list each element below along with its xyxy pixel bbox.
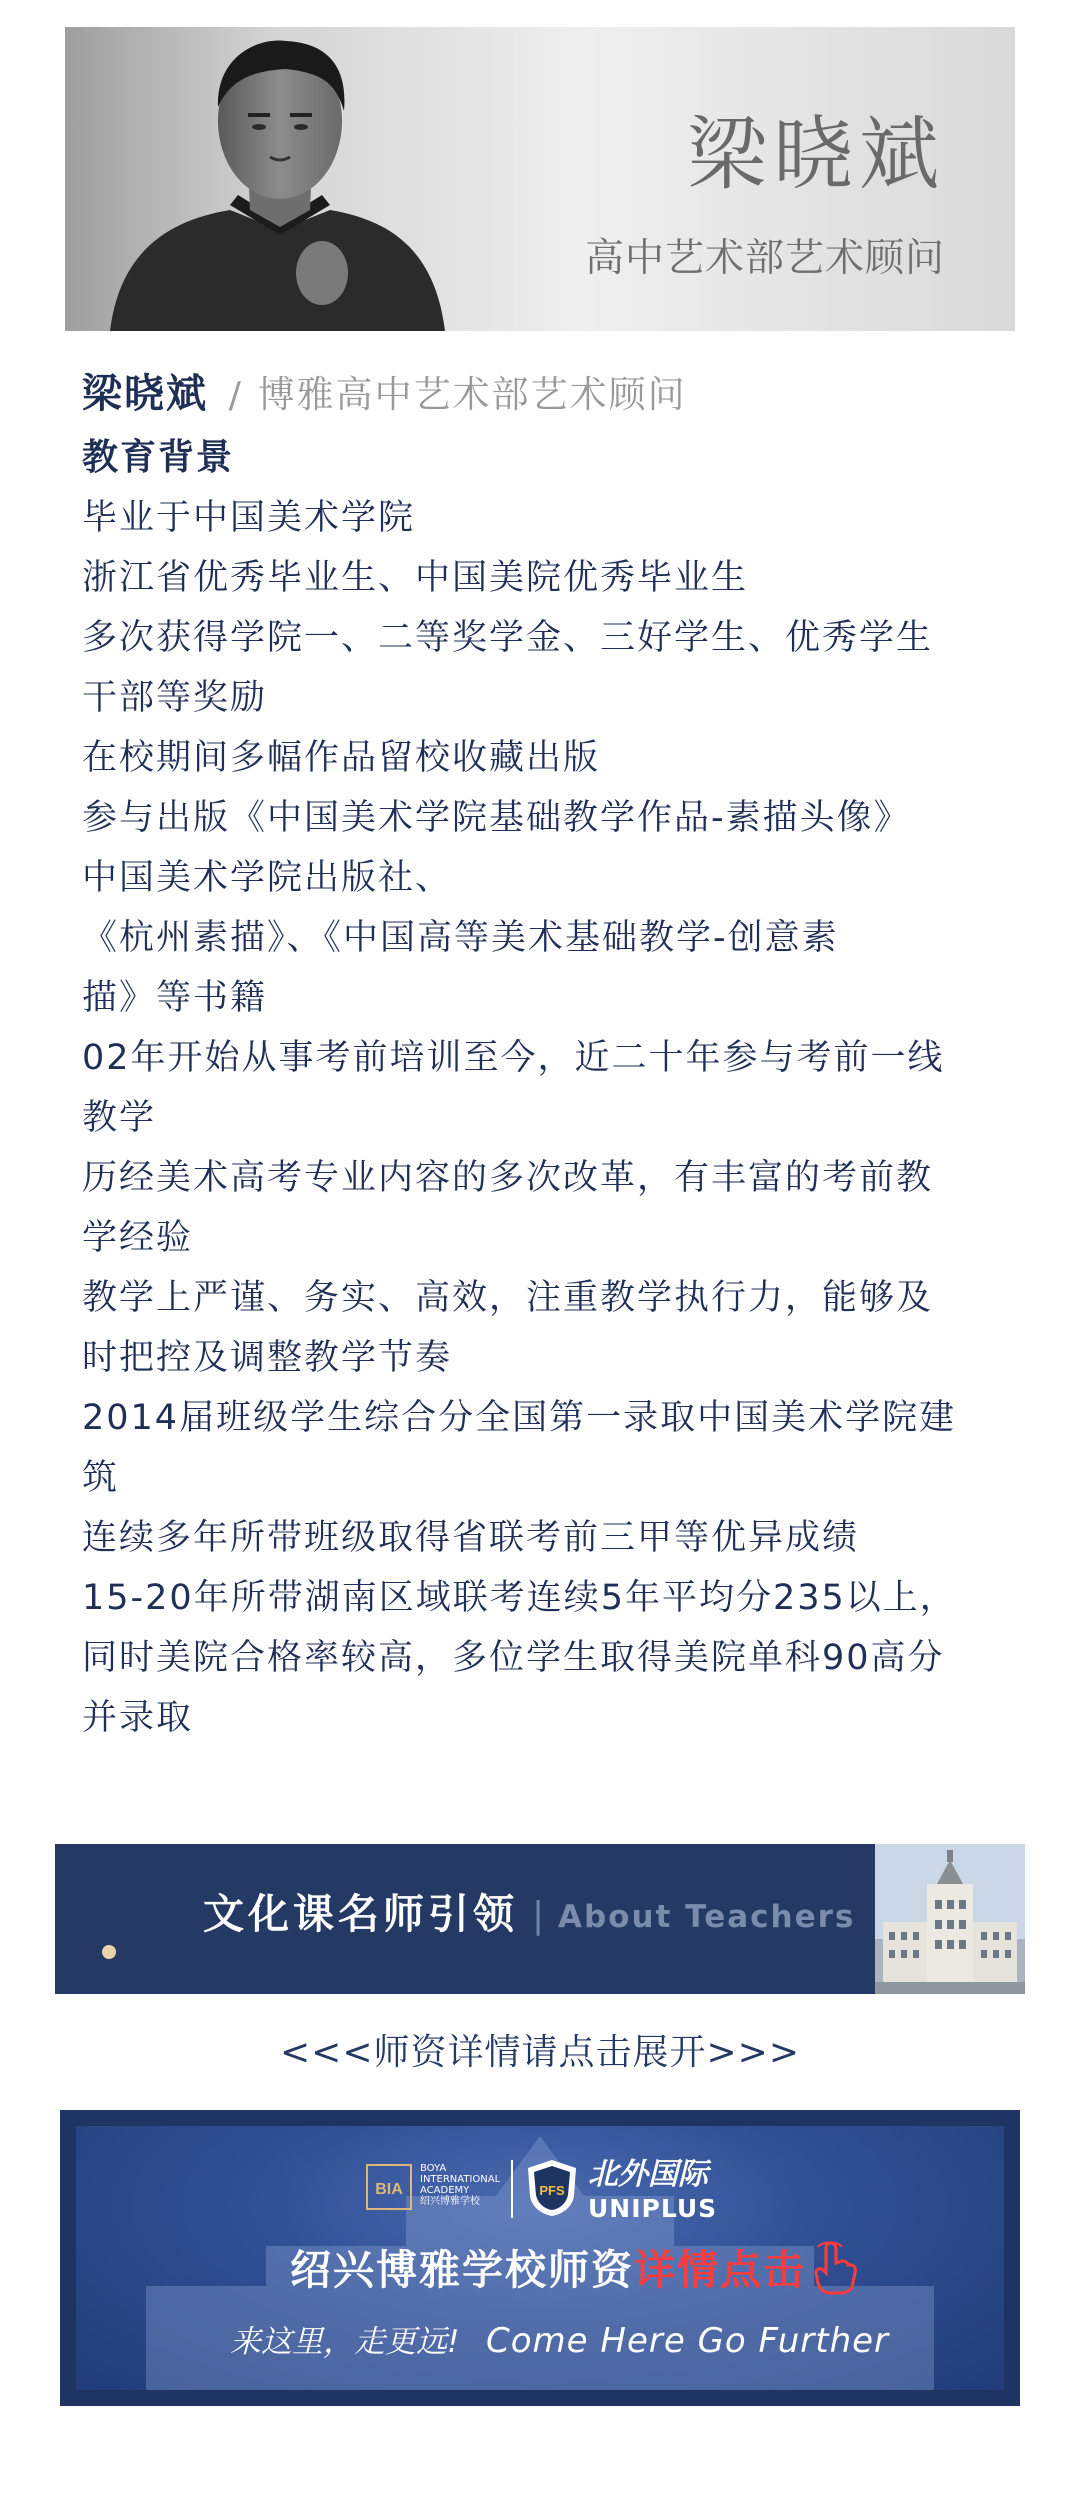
teacher-header-card [65,27,1015,331]
bia-school-text [420,2163,500,2207]
pfs-logo-text: PFS [539,2183,565,2198]
promo-title [290,2246,806,2294]
banner-separator: | [532,1895,545,1936]
bio-teacher-name: 梁晓斌 [82,371,208,417]
uniplus-english-logo: UNIPLUS [588,2194,718,2223]
bio-line: 中国美术学院出版社、 [82,858,453,898]
bio-separator: / [228,375,241,416]
bio-line: 历经美术高考专业内容的多次改革，有丰富的考前教 [82,1158,934,1198]
banner-subtitle: About Teachers [558,1899,856,1935]
bia-logo-text: BIA [375,2181,403,2198]
header-teacher-role: 高中艺术部艺术顾问 [584,236,945,281]
bio-line: 《杭州素描》、《中国高等美术基础教学-创意素 [82,918,839,958]
bio-line: 干部等奖励 [82,678,268,718]
bio-line: 并录取 [82,1698,194,1738]
bia-text-line: BOYA [420,2163,447,2174]
bio-heading-education: 教育背景 [82,437,235,478]
promo-title-main: 绍兴博雅学校师资 [290,2246,634,2294]
promo-inner [76,2126,1004,2390]
pfs-shield-logo-icon [526,2158,578,2218]
bio-line: 时把控及调整教学节奏 [82,1338,453,1378]
bio-line: 描》等书籍 [82,978,268,1018]
teacher-details-promo-banner[interactable] [60,2110,1020,2406]
teacher-portrait [90,35,460,331]
logo-divider [511,2160,513,2218]
bio-teacher-role: 博雅高中艺术部艺术顾问 [257,373,687,416]
section-banner-teachers [55,1844,1025,1994]
bia-text-line: INTERNATIONAL [420,2174,501,2185]
bio-line: 02年开始从事考前培训至今，近二十年参与考前一线 [82,1038,945,1078]
promo-slogan-chinese: 来这里，走更远! [230,2324,460,2360]
bio-line: 毕业于中国美术学院 [82,498,416,538]
bio-line: 学经验 [82,1218,194,1258]
bio-title-row [82,360,1007,428]
expand-teacher-details-link[interactable]: <<<师资详情请点击展开>>> [280,2032,800,2073]
promo-title-highlight: 详情点击 [634,2246,806,2294]
bia-text-line: 绍兴博雅学校 [420,2196,480,2207]
header-teacher-name: 梁晓斌 [687,108,945,201]
banner-dot-decoration [102,1945,116,1959]
bio-line: 参与出版《中国美术学院基础教学作品-素描头像》 [82,798,911,838]
bio-line: 浙江省优秀毕业生、中国美院优秀毕业生 [82,558,749,598]
bia-text-line: ACADEMY [420,2185,470,2196]
bio-line: 多次获得学院一、二等奖学金、三好学生、优秀学生 [82,618,934,658]
bia-logo-icon [366,2164,412,2210]
bio-line: 15-20年所带湖南区域联考连续5年平均分235以上， [82,1578,957,1618]
bio-line: 在校期间多幅作品留校收藏出版 [82,738,601,778]
teacher-bio [82,360,1007,1748]
promo-slogan-english: Come Here Go Further [486,2321,890,2361]
bio-line: 2014届班级学生综合分全国第一录取中国美术学院建 [82,1398,957,1438]
bio-line: 筑 [82,1458,120,1498]
banner-title: 文化课名师引领 [203,1890,518,1938]
bio-line: 教学 [82,1098,157,1138]
campus-building-image [875,1844,1025,1994]
bio-line: 同时美院合格率较高，多位学生取得美院单科90高分 [82,1638,945,1678]
pointing-hand-icon [812,2239,858,2295]
bio-line: 教学上严谨、务实、高效，注重教学执行力，能够及 [82,1278,934,1318]
bio-line: 连续多年所带班级取得省联考前三甲等优异成绩 [82,1518,860,1558]
uniplus-chinese-logo: 北外国际 [588,2157,708,2192]
bio-line-list [82,488,1007,1748]
